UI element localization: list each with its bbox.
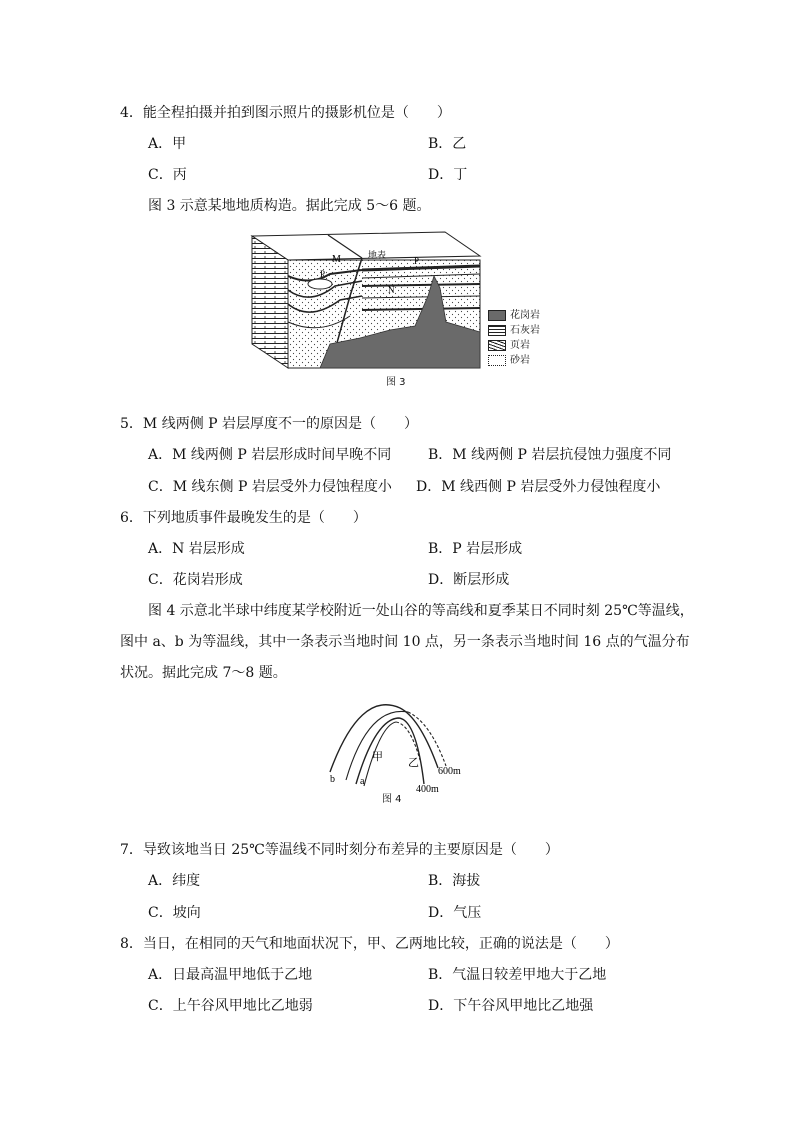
q4-option-b: B．乙 <box>428 136 467 152</box>
fig4-label-jia: 甲 <box>372 750 383 763</box>
figure-4-contour-isotherm <box>320 700 480 795</box>
legend-limestone-label: 石灰岩 <box>510 325 540 336</box>
q4-stem: 4．能全程拍摄并拍到图示照片的摄影机位是（ ） <box>120 105 451 121</box>
intro-fig3: 图 3 示意某地地质构造。据此完成 5～6 题。 <box>148 198 431 214</box>
fig4-caption: 图 4 <box>382 794 402 805</box>
fig3-label-p-left: P <box>320 269 326 279</box>
fig4-label-yi: 乙 <box>408 756 419 769</box>
q6-option-a: A．N 岩层形成 <box>148 541 245 557</box>
shale-swatch <box>488 340 506 351</box>
fig3-label-n: N <box>388 285 395 295</box>
legend-shale <box>488 336 530 351</box>
q5-option-d: D．M 线西侧 P 岩层受外力侵蚀程度小 <box>416 479 661 495</box>
q7-option-d: D．气压 <box>428 905 482 921</box>
fig4-label-a: a <box>360 776 365 787</box>
q7-option-c: C．坡向 <box>148 905 201 921</box>
q5-option-a: A．M 线两侧 P 岩层形成时间早晚不同 <box>148 447 392 463</box>
intro-fig4-line2: 图中 a、b 为等温线，其中一条表示当地时间 10 点，另一条表示当地时间 16 点的气温分布 <box>120 634 690 650</box>
legend-limestone <box>488 321 540 336</box>
q5-option-c: C．M 线东侧 P 岩层受外力侵蚀程度小 <box>148 479 392 495</box>
q8-option-d: D．下午谷风甲地比乙地强 <box>428 998 594 1014</box>
fig4-label-b: b <box>330 774 335 785</box>
q8-option-a: A．日最高温甲地低于乙地 <box>148 967 313 983</box>
q5-option-b: B．M 线两侧 P 岩层抗侵蚀力强度不同 <box>428 447 672 463</box>
fig4-label-600m: 600m <box>438 766 461 777</box>
q7-stem: 7．导致该地当日 25℃等温线不同时刻分布差异的主要原因是（ ） <box>120 842 559 858</box>
q6-option-d: D．断层形成 <box>428 572 510 588</box>
figure-3-geologic-block-diagram <box>250 226 485 371</box>
legend-sandstone-label: 砂岩 <box>510 355 530 366</box>
granite-swatch <box>488 310 506 321</box>
q8-option-c: C．上午谷风甲地比乙地弱 <box>148 998 313 1014</box>
q8-stem: 8．当日，在相同的天气和地面状况下，甲、乙两地比较，正确的说法是（ ） <box>120 936 619 952</box>
q5-stem: 5．M 线两侧 P 岩层厚度不一的原因是（ ） <box>120 416 419 432</box>
q6-option-c: C．花岗岩形成 <box>148 572 243 588</box>
q7-option-a: A．纬度 <box>148 873 201 889</box>
q8-option-b: B．气温日较差甲地大于乙地 <box>428 967 607 983</box>
q6-option-b: B．P 岩层形成 <box>428 541 523 557</box>
fig3-label-surface: 地表 <box>368 251 387 261</box>
q4-option-c: C．丙 <box>148 167 187 183</box>
fig4-label-400m: 400m <box>416 784 439 795</box>
q4-option-a: A．甲 <box>148 136 187 152</box>
sandstone-swatch <box>488 355 506 366</box>
legend-granite-label: 花岗岩 <box>510 310 540 321</box>
q6-stem: 6．下列地质事件最晚发生的是（ ） <box>120 510 367 526</box>
legend-shale-label: 页岩 <box>510 340 530 351</box>
fig3-caption: 图 3 <box>386 377 406 388</box>
q4-option-d: D．丁 <box>428 167 468 183</box>
legend-granite <box>488 306 540 321</box>
fig3-label-m: M <box>332 254 341 265</box>
intro-fig4-line1: 图 4 示意北半球中纬度某学校附近一处山谷的等高线和夏季某日不同时刻 25℃等温线， <box>148 603 694 619</box>
limestone-swatch <box>488 325 506 336</box>
fig3-label-p-top: P <box>414 256 420 266</box>
legend-sandstone <box>488 351 530 366</box>
q7-option-b: B．海拔 <box>428 873 481 889</box>
intro-fig4-line3: 状况。据此完成 7～8 题。 <box>120 665 287 681</box>
